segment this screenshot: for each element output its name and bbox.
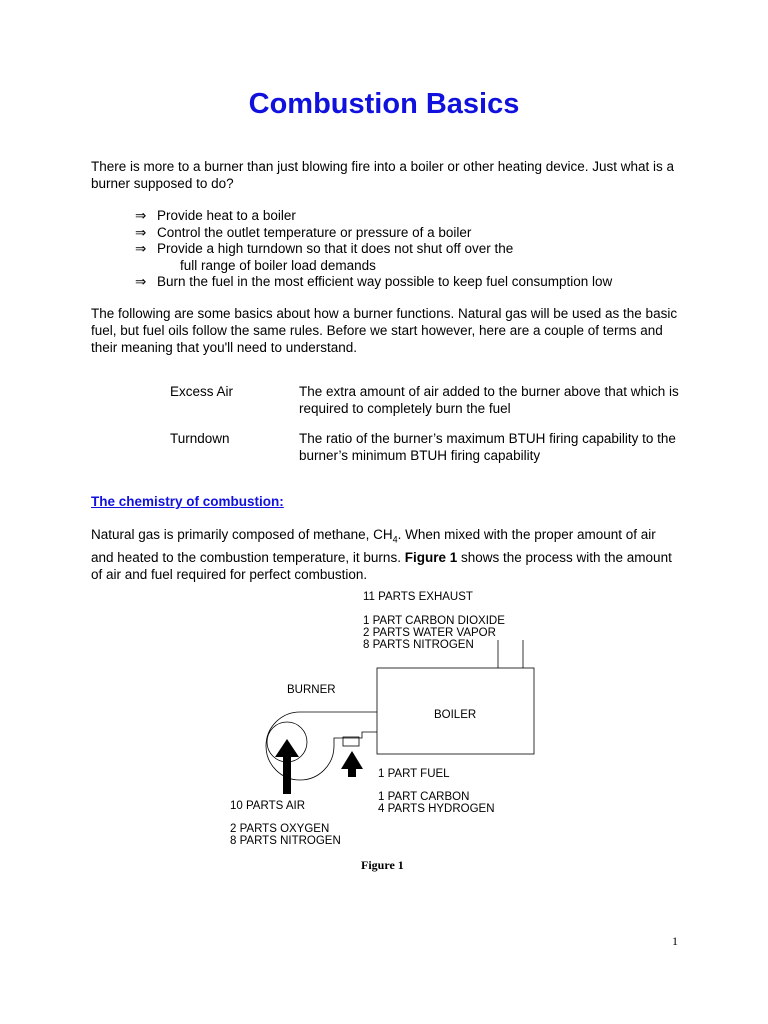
definition-text: The ratio of the burner’s maximum BTUH firing capability to the burner’s minimum BTUH firing capability	[299, 431, 676, 463]
bullet-text: Provide a high turndown so that it does not shut off over the	[157, 241, 514, 256]
fuel-item: 4 PARTS HYDROGEN	[378, 803, 495, 815]
bullet-text: Provide heat to a boiler	[157, 208, 296, 223]
air-item: 8 PARTS NITROGEN	[230, 835, 341, 847]
arrow-icon: ⇒	[135, 241, 147, 256]
definition-term: Turndown	[170, 431, 230, 446]
definition-text: The extra amount of air added to the burner above that which is required to completely burn the fuel	[299, 384, 679, 416]
arrow-icon: ⇒	[135, 224, 147, 240]
basics-paragraph: The following are some basics about how a burner functions. Natural gas will be used as the basic fuel, but fuel oils follow the same rules. Before we start however, here are a couple of terms and their meaning that you'll need to understand.	[91, 306, 678, 355]
page-number: 1	[672, 934, 678, 948]
exhaust-item: 8 PARTS NITROGEN	[363, 639, 474, 651]
paragraph-text: shows the process with the amount of air and fuel required for perfect combustion.	[91, 549, 672, 582]
page-title: Combustion Basics	[248, 88, 520, 120]
boiler-label: BOILER	[434, 709, 477, 721]
exhaust-item: 1 PART CARBON DIOXIDE	[363, 615, 505, 627]
figure-reference: Figure 1	[404, 549, 458, 565]
air-item: 2 PARTS OXYGEN	[230, 823, 330, 835]
burner-label: BURNER	[287, 684, 336, 696]
figure-caption: Figure 1	[361, 858, 404, 872]
paragraph-text: . When mixed with the proper amount of air and heated to the combustion temperature, it burns.	[91, 527, 656, 565]
exhaust-title: 11 PARTS EXHAUST	[363, 591, 473, 603]
air-title: 10 PARTS AIR	[230, 800, 305, 812]
subscript: 4	[392, 534, 398, 545]
air-arrow-icon	[275, 739, 299, 794]
intro-paragraph: There is more to a burner than just blowing fire into a boiler or other heating device. Just what is a burner supposed to do?	[91, 159, 675, 191]
bullet-continuation: full range of boiler load demands	[180, 257, 376, 273]
arrow-icon: ⇒	[135, 208, 147, 223]
definition-term: Excess Air	[170, 384, 234, 399]
bullet-text: Burn the fuel in the most efficient way possible to keep fuel consumption low	[157, 274, 613, 289]
arrow-icon: ⇒	[135, 274, 147, 289]
section-heading: The chemistry of combustion:	[91, 494, 284, 509]
paragraph-text: Natural gas is primarily composed of methane, CH	[91, 527, 393, 542]
exhaust-item: 2 PARTS WATER VAPOR	[363, 627, 496, 639]
bullet-text: Control the outlet temperature or pressure of a boiler	[157, 224, 472, 240]
fuel-item: 1 PART CARBON	[378, 791, 470, 803]
fuel-title: 1 PART FUEL	[378, 768, 450, 780]
fuel-arrow-icon	[341, 751, 363, 777]
